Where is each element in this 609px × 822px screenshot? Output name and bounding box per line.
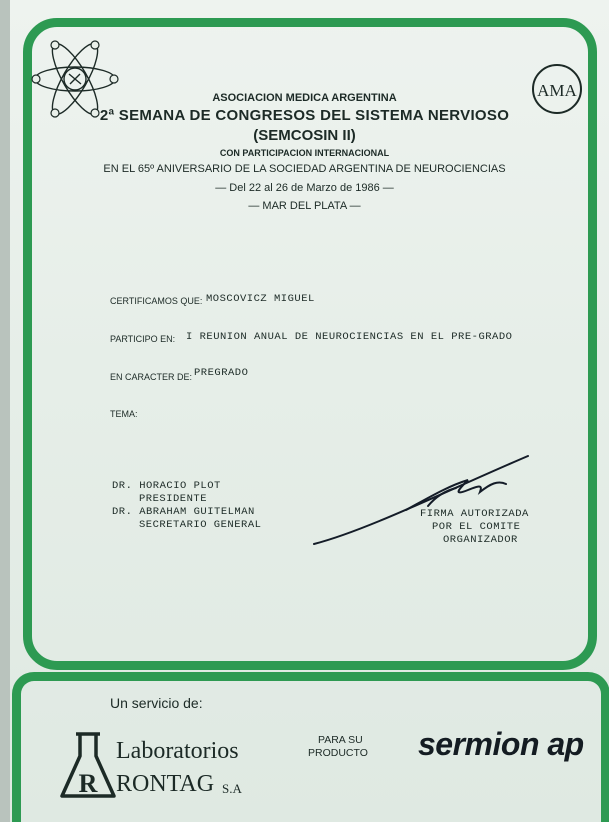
topic-label: TEMA: bbox=[110, 409, 138, 419]
authorized-line-1: FIRMA AUTORIZADA bbox=[420, 508, 529, 520]
lab-flask-logo-icon bbox=[58, 730, 118, 802]
role-value: PREGRADO bbox=[194, 367, 249, 379]
event-name: I REUNION ANUAL DE NEUROCIENCIAS EN EL PRE-GRADO bbox=[186, 331, 513, 343]
lab-name-line1: Laboratorios bbox=[116, 738, 239, 764]
congress-acronym: (SEMCOSIN II) bbox=[253, 127, 356, 144]
dates-line: — Del 22 al 26 de Marzo de 1986 — bbox=[215, 182, 394, 194]
lab-monogram: R bbox=[78, 769, 98, 798]
president-title: PRESIDENTE bbox=[139, 493, 208, 505]
authorized-line-3: ORGANIZADOR bbox=[443, 534, 518, 546]
lab-name-line2: RONTAG bbox=[116, 771, 215, 797]
certify-label: CERTIFICAMOS QUE: bbox=[110, 296, 203, 306]
product-logo: sermion ap bbox=[418, 726, 584, 762]
place-line: — MAR DEL PLATA — bbox=[248, 200, 361, 212]
anniversary-line: EN EL 65º ANIVERSARIO DE LA SOCIEDAD ARGENTINA DE NEUROCIENCIAS bbox=[103, 163, 506, 175]
secretary-name: DR. ABRAHAM GUITELMAN bbox=[112, 506, 255, 518]
association-name: ASOCIACION MEDICA ARGENTINA bbox=[212, 92, 397, 104]
participated-label: PARTICIPO EN: bbox=[110, 334, 176, 344]
for-product-line1: PARA SU bbox=[318, 734, 363, 746]
recipient-name: MOSCOVICZ MIGUEL bbox=[206, 293, 315, 305]
service-label: Un servicio de: bbox=[110, 695, 203, 711]
secretary-title: SECRETARIO GENERAL bbox=[139, 519, 262, 531]
ama-seal-text: AMA bbox=[537, 81, 577, 100]
for-product-line2: PRODUCTO bbox=[308, 747, 368, 759]
role-label: EN CARACTER DE: bbox=[110, 372, 193, 382]
participation-line: CON PARTICIPACION INTERNACIONAL bbox=[219, 148, 390, 158]
authorized-line-2: POR EL COMITE bbox=[432, 521, 521, 533]
congress-title: 2ª SEMANA DE CONGRESOS DEL SISTEMA NERVIOSO bbox=[99, 107, 510, 124]
president-name: DR. HORACIO PLOT bbox=[112, 480, 221, 492]
lab-suffix: S.A bbox=[222, 781, 242, 796]
